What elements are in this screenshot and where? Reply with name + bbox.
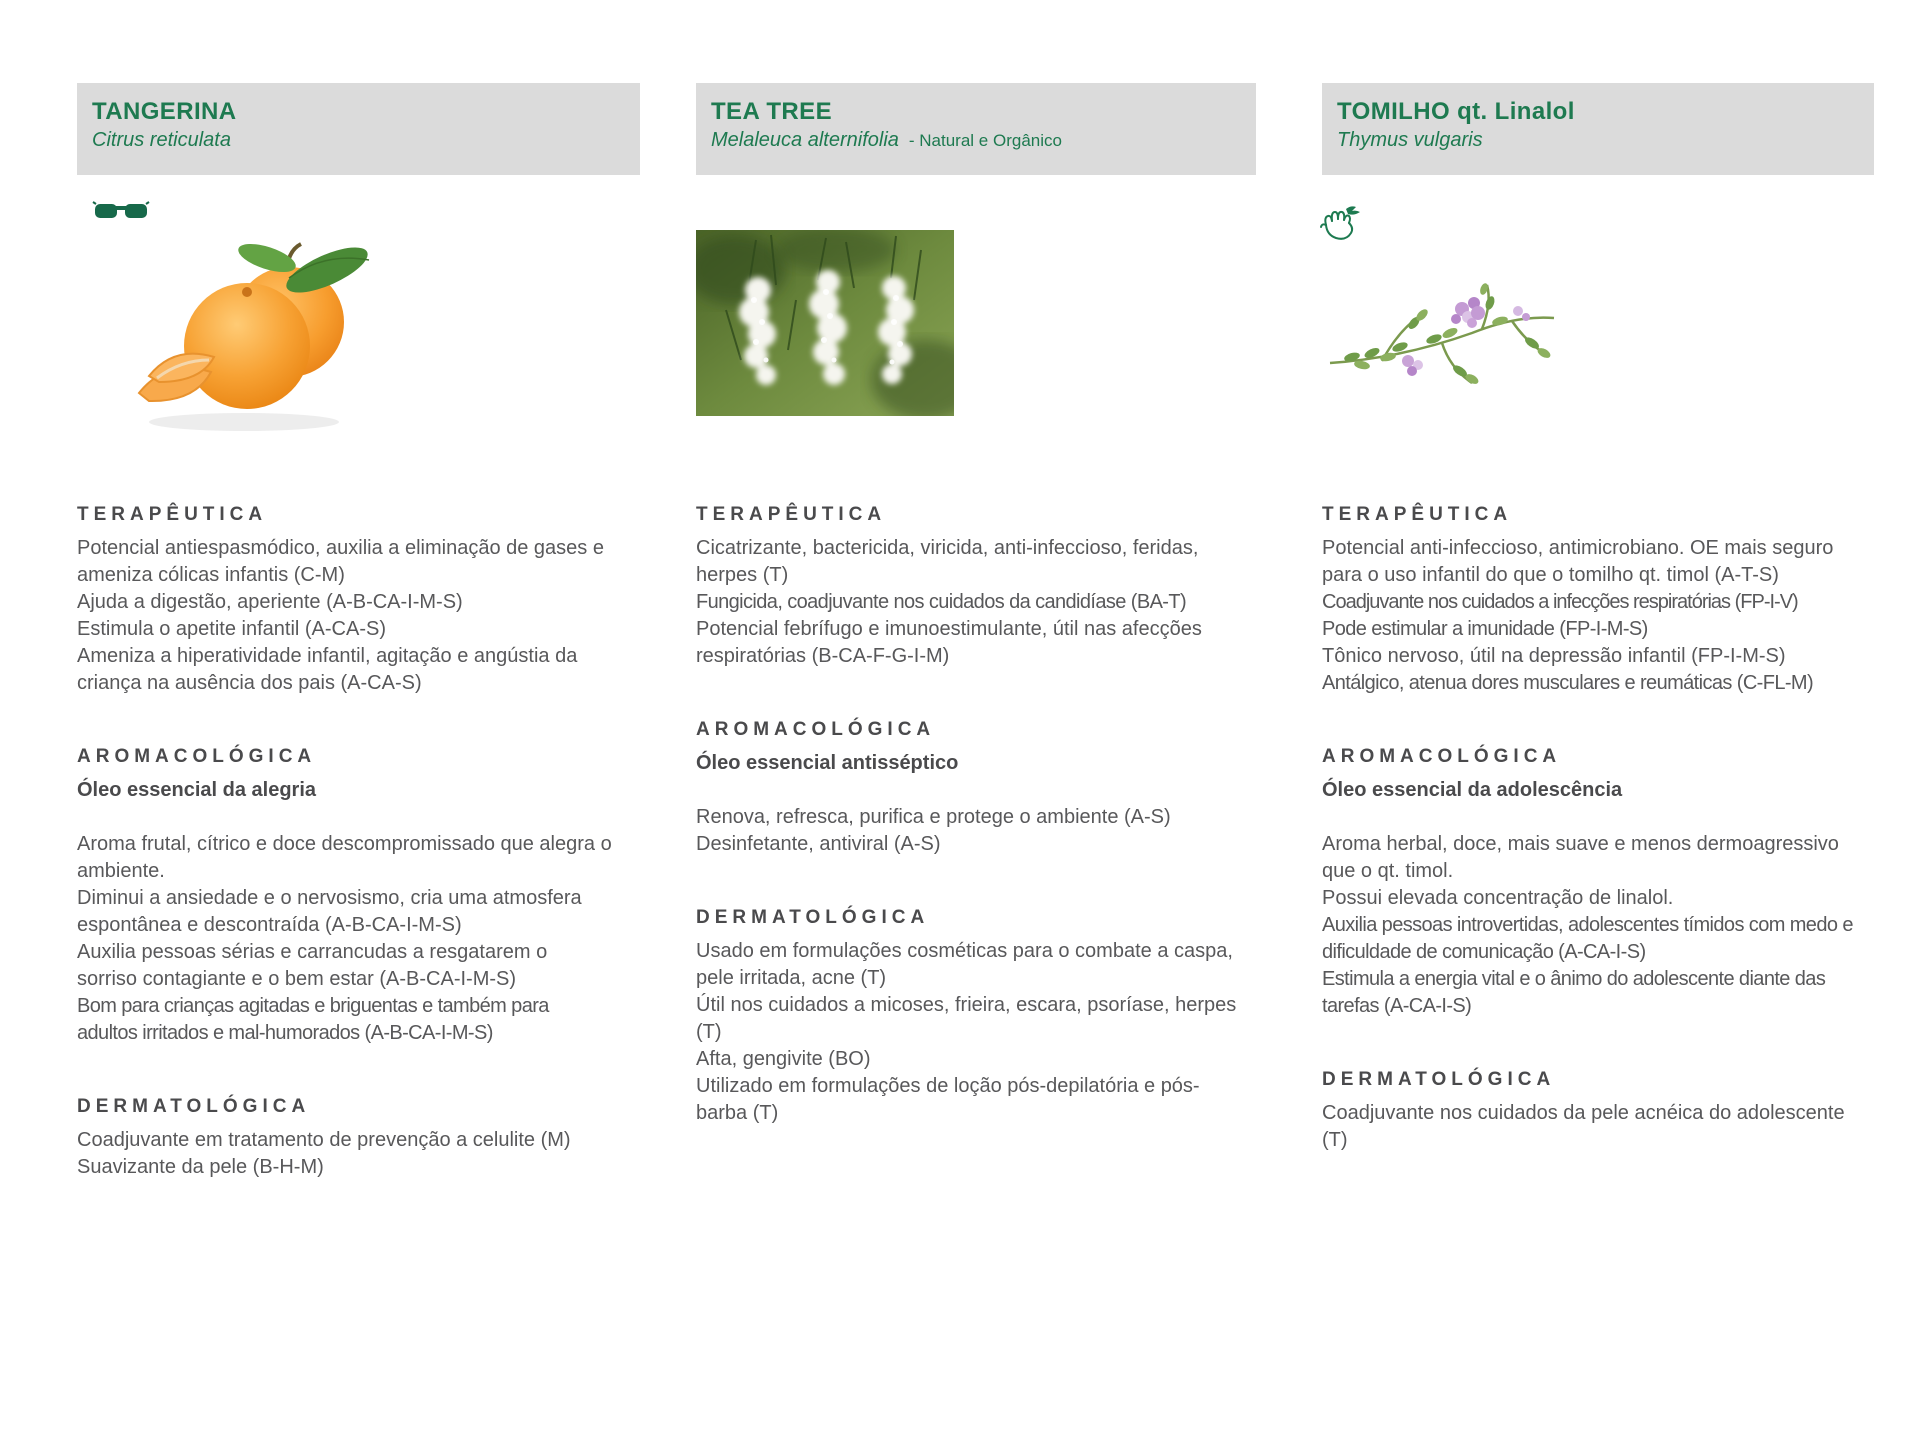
section-dermatologica (1322, 1070, 1870, 1154)
derma-item: Coadjuvante em tratamento de prevenção a celulite (M) (77, 1128, 571, 1151)
thyme-photo (1322, 263, 1562, 418)
therapy-item: Tônico nervoso, útil na depressão infantil (FP-I-M-S) (1322, 644, 1786, 667)
oil-title: TANGERINA (92, 98, 237, 125)
section-heading: AROMACOLÓGICA (696, 718, 936, 740)
therapy-item: Fungicida, coadjuvante nos cuidados da candidíase (BA-T) (696, 590, 1187, 613)
section-aromacologica (1322, 747, 1870, 1020)
therapy-item: Ajuda a digestão, aperiente (A-B-CA-I-M-S) (77, 590, 463, 613)
latin-suffix: - Natural e Orgânico (908, 130, 1062, 150)
sunglasses-icon (92, 201, 150, 228)
section-dermatologica (696, 908, 1241, 1127)
section-aromacologica (77, 747, 612, 1047)
derma-item: Suavizante da pele (B-H-M) (77, 1155, 324, 1178)
aroma-item: Aroma herbal, doce, mais suave e menos dermoagressivo que o qt. timol. (1322, 832, 1839, 882)
section-aromacologica (696, 720, 1241, 858)
therapy-item: Estimula o apetite infantil (A-CA-S) (77, 617, 387, 640)
section-heading: TERAPÊUTICA (696, 504, 887, 525)
section-heading: DERMATOLÓGICA (77, 1095, 311, 1117)
column-header (1322, 83, 1874, 175)
media-area (1322, 175, 1874, 505)
oil-title: TEA TREE (711, 98, 832, 125)
section-subtitle: Óleo essencial da alegria (77, 778, 317, 801)
section-heading: DERMATOLÓGICA (696, 906, 930, 928)
latin-name: Melaleuca alternifolia (711, 128, 899, 151)
column-tea-tree (696, 83, 1256, 1127)
aroma-item: Desinfetante, antiviral (A-S) (696, 832, 941, 855)
tea-tree-photo (696, 230, 954, 421)
therapy-item: Potencial antiespasmódico, auxilia a eliminação de gases e ameniza cólicas infantis (C-M) (77, 536, 604, 586)
section-subtitle: Óleo essencial antisséptico (696, 751, 959, 774)
derma-item: Utilizado em formulações de loção pós-depilatória e pós-barba (T) (696, 1074, 1200, 1124)
oil-title: TOMILHO qt. Linalol (1337, 98, 1575, 125)
section-terapeutica (1322, 505, 1870, 697)
column-tomilho (1322, 83, 1874, 1154)
derma-item: Afta, gengivite (BO) (696, 1047, 871, 1070)
tangerine-photo (119, 230, 379, 440)
section-heading: DERMATOLÓGICA (1322, 1068, 1556, 1090)
column-header (77, 83, 640, 175)
derma-item: Coadjuvante nos cuidados da pele acnéica do adolescente (T) (1322, 1101, 1845, 1151)
media-area (77, 175, 640, 505)
media-area (696, 175, 1256, 505)
section-heading: TERAPÊUTICA (77, 504, 268, 525)
section-heading: TERAPÊUTICA (1322, 504, 1513, 525)
derma-item: Usado em formulações cosméticas para o combate a caspa, pele irritada, acne (T) (696, 939, 1233, 989)
section-heading: AROMACOLÓGICA (1322, 745, 1562, 767)
latin-name: Thymus vulgaris (1337, 128, 1483, 151)
section-dermatologica (77, 1097, 612, 1181)
hand-bird-icon (1318, 203, 1368, 248)
therapy-item: Coadjuvante nos cuidados a infecções respiratórias (FP-I-V) (1322, 590, 1798, 613)
section-terapeutica (696, 505, 1241, 670)
aroma-item: Estimula a energia vital e o ânimo do adolescente diante das tarefas (A-CA-I-S) (1322, 967, 1826, 1017)
aroma-item: Possui elevada concentração de linalol. (1322, 886, 1674, 909)
section-terapeutica (77, 505, 612, 697)
column-tangerina (77, 83, 640, 1181)
section-subtitle: Óleo essencial da adolescência (1322, 778, 1623, 801)
aroma-item: Renova, refresca, purifica e protege o ambiente (A-S) (696, 805, 1171, 828)
therapy-item: Pode estimular a imunidade (FP-I-M-S) (1322, 617, 1648, 640)
therapy-item: Potencial febrífugo e imunoestimulante, útil nas afecções respiratórias (B-CA-F-G-I-M) (696, 617, 1202, 667)
aroma-item: Bom para crianças agitadas e briguentas e também para adultos irritados e mal-humorados (A-B-CA-I-M-S) (77, 994, 549, 1044)
therapy-item: Potencial anti-infeccioso, antimicrobiano. OE mais seguro para o uso infantil do que o tomilho qt. timol (A-T-S) (1322, 536, 1834, 586)
aroma-item: Diminui a ansiedade e o nervosismo, cria uma atmosfera espontânea e descontraída (A-B-CA-I-M-S) (77, 886, 582, 936)
latin-name: Citrus reticulata (92, 128, 231, 151)
therapy-item: Cicatrizante, bactericida, viricida, anti-infeccioso, feridas, herpes (T) (696, 536, 1199, 586)
section-heading: AROMACOLÓGICA (77, 745, 317, 767)
aroma-item: Aroma frutal, cítrico e doce descompromissado que alegra o ambiente. (77, 832, 612, 882)
aroma-item: Auxilia pessoas sérias e carrancudas a resgatarem o sorriso contagiante e o bem estar (A-B-CA-I-M-S) (77, 940, 548, 990)
derma-item: Útil nos cuidados a micoses, frieira, escara, psoríase, herpes (T) (696, 993, 1237, 1043)
therapy-item: Ameniza a hiperatividade infantil, agitação e angústia da criança na ausência dos pais (A-CA-S) (77, 644, 578, 694)
therapy-item: Antálgico, atenua dores musculares e reumáticas (C-FL-M) (1322, 671, 1814, 694)
aroma-item: Auxilia pessoas introvertidas, adolescentes tímidos com medo e dificuldade de comunicação (A-CA-I-S) (1322, 913, 1853, 963)
column-header (696, 83, 1256, 175)
